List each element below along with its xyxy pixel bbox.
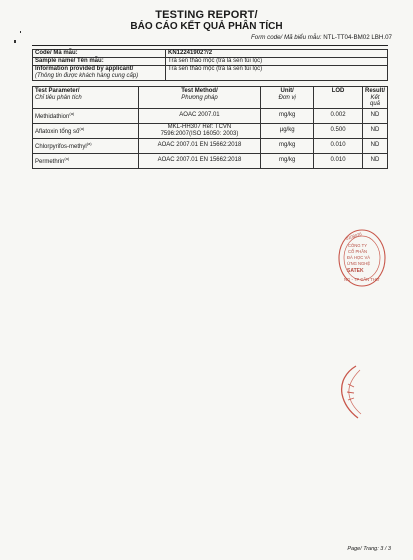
result-cell: ND	[362, 153, 387, 168]
col-test-method	[138, 87, 261, 109]
sample-code-label: Code/ Mã mẫu:	[33, 50, 166, 58]
col-lod-en: LOD	[331, 88, 345, 94]
signature-stamp-icon	[334, 364, 364, 420]
col-result	[362, 87, 387, 109]
result-cell: ND	[362, 123, 387, 138]
col-test-parameter	[33, 87, 139, 109]
col-test-parameter-vi: Chỉ tiêu phân tích	[35, 94, 82, 101]
form-code-value: NTL-TT04-BM02 LBH.07	[323, 34, 392, 41]
lod-cell: 0.010	[314, 138, 363, 153]
svg-text:ĐÀ HỌC VÀ: ĐÀ HỌC VÀ	[347, 255, 371, 260]
param-note: (a)	[69, 110, 75, 116]
param-name: Aflatoxin tổng số	[35, 128, 80, 135]
unit-cell: mg/kg	[261, 153, 314, 168]
col-result-vi: Kết quả	[369, 94, 380, 107]
param-note: (a)	[64, 155, 70, 161]
method-line: MKL-HH307 Ref: TCVN	[167, 124, 232, 130]
applicant-info-label-vi: (Thông tin được khách hàng cung cấp)	[35, 73, 139, 79]
applicant-info-label	[33, 66, 166, 81]
lod-cell: 0.002	[314, 108, 363, 123]
unit-cell: µg/kg	[261, 123, 314, 138]
col-result-en: Result/	[364, 88, 385, 94]
table-row	[33, 123, 388, 138]
applicant-info-value: Trà sen thảo mộc (trà lá sen túi lọc)	[166, 66, 388, 81]
method-line: AOAC 2007.01 EN 15662:2018	[157, 142, 242, 149]
param-cell	[33, 123, 139, 138]
results-header-row	[33, 87, 388, 109]
col-test-parameter-en: Test Parameter/	[35, 88, 80, 94]
method-cell	[138, 153, 261, 168]
col-test-method-vi: Phương pháp	[181, 94, 218, 101]
method-line: AOAC 2007.01 EN 15662:2018	[157, 157, 242, 164]
sample-code-row	[33, 50, 388, 58]
param-cell	[33, 138, 139, 153]
page-number: Page/ Trang: 3 / 3	[347, 546, 391, 552]
param-name: Permethrin	[35, 158, 65, 165]
svg-text:NG - TP CẦN THƠ: NG - TP CẦN THƠ	[344, 277, 380, 282]
sample-name-row	[33, 58, 388, 66]
method-line: AOAC 2007.01	[179, 112, 220, 119]
table-row	[33, 138, 388, 153]
lod-cell: 0.500	[314, 123, 363, 138]
param-cell	[33, 108, 139, 123]
unit-cell: mg/kg	[261, 108, 314, 123]
method-cell	[138, 138, 261, 153]
form-code-label: Form code/ Mã biểu mẫu:	[250, 34, 322, 41]
report-title-vi: BÁO CÁO KẾT QUẢ PHÂN TÍCH	[130, 21, 283, 32]
sample-info-table	[32, 49, 388, 81]
results-table	[32, 86, 388, 169]
svg-text:SATEK: SATEK	[347, 268, 364, 274]
param-note: (a)	[86, 140, 92, 146]
applicant-info-label-en: Information provided by applicant/	[35, 66, 134, 72]
applicant-info-row	[33, 66, 388, 81]
col-unit-en: Unit/	[280, 88, 294, 94]
param-name: Methidathion	[35, 113, 70, 120]
svg-text:0108026: 0108026	[345, 231, 363, 242]
result-cell: ND	[362, 108, 387, 123]
svg-text:ỨNG NGHỆ: ỨNG NGHỆ	[347, 261, 371, 266]
col-test-method-en: Test Method/	[181, 88, 218, 94]
col-unit-vi: Đơn vị	[278, 94, 296, 101]
lod-cell: 0.010	[314, 153, 363, 168]
company-seal-icon	[336, 228, 386, 288]
scan-mark	[14, 40, 16, 43]
sample-name-value: Trà sen thảo mộc (trà lá sen túi lọc)	[166, 58, 388, 66]
table-row	[33, 153, 388, 168]
result-cell: ND	[362, 138, 387, 153]
method-line-2: 7596:2007(ISO 16050: 2003)	[160, 130, 239, 137]
form-code	[251, 34, 392, 41]
param-note: (a)	[79, 125, 85, 131]
table-row	[33, 108, 388, 123]
svg-text:CỔ PHẦN: CỔ PHẦN	[348, 249, 368, 254]
col-lod	[314, 87, 363, 109]
param-cell	[33, 153, 139, 168]
report-title-en: TESTING REPORT/	[155, 9, 258, 21]
param-name: Chlorpyrifos-methyl	[35, 143, 87, 150]
col-unit	[261, 87, 314, 109]
header-divider	[32, 45, 388, 46]
sample-name-label: Sample name/ Tên mẫu:	[33, 58, 166, 66]
unit-cell: mg/kg	[261, 138, 314, 153]
method-cell	[138, 123, 261, 138]
sample-code-value: KN12241902?/2	[166, 50, 388, 58]
method-cell	[138, 108, 261, 123]
svg-text:CÔNG TY: CÔNG TY	[348, 243, 368, 248]
